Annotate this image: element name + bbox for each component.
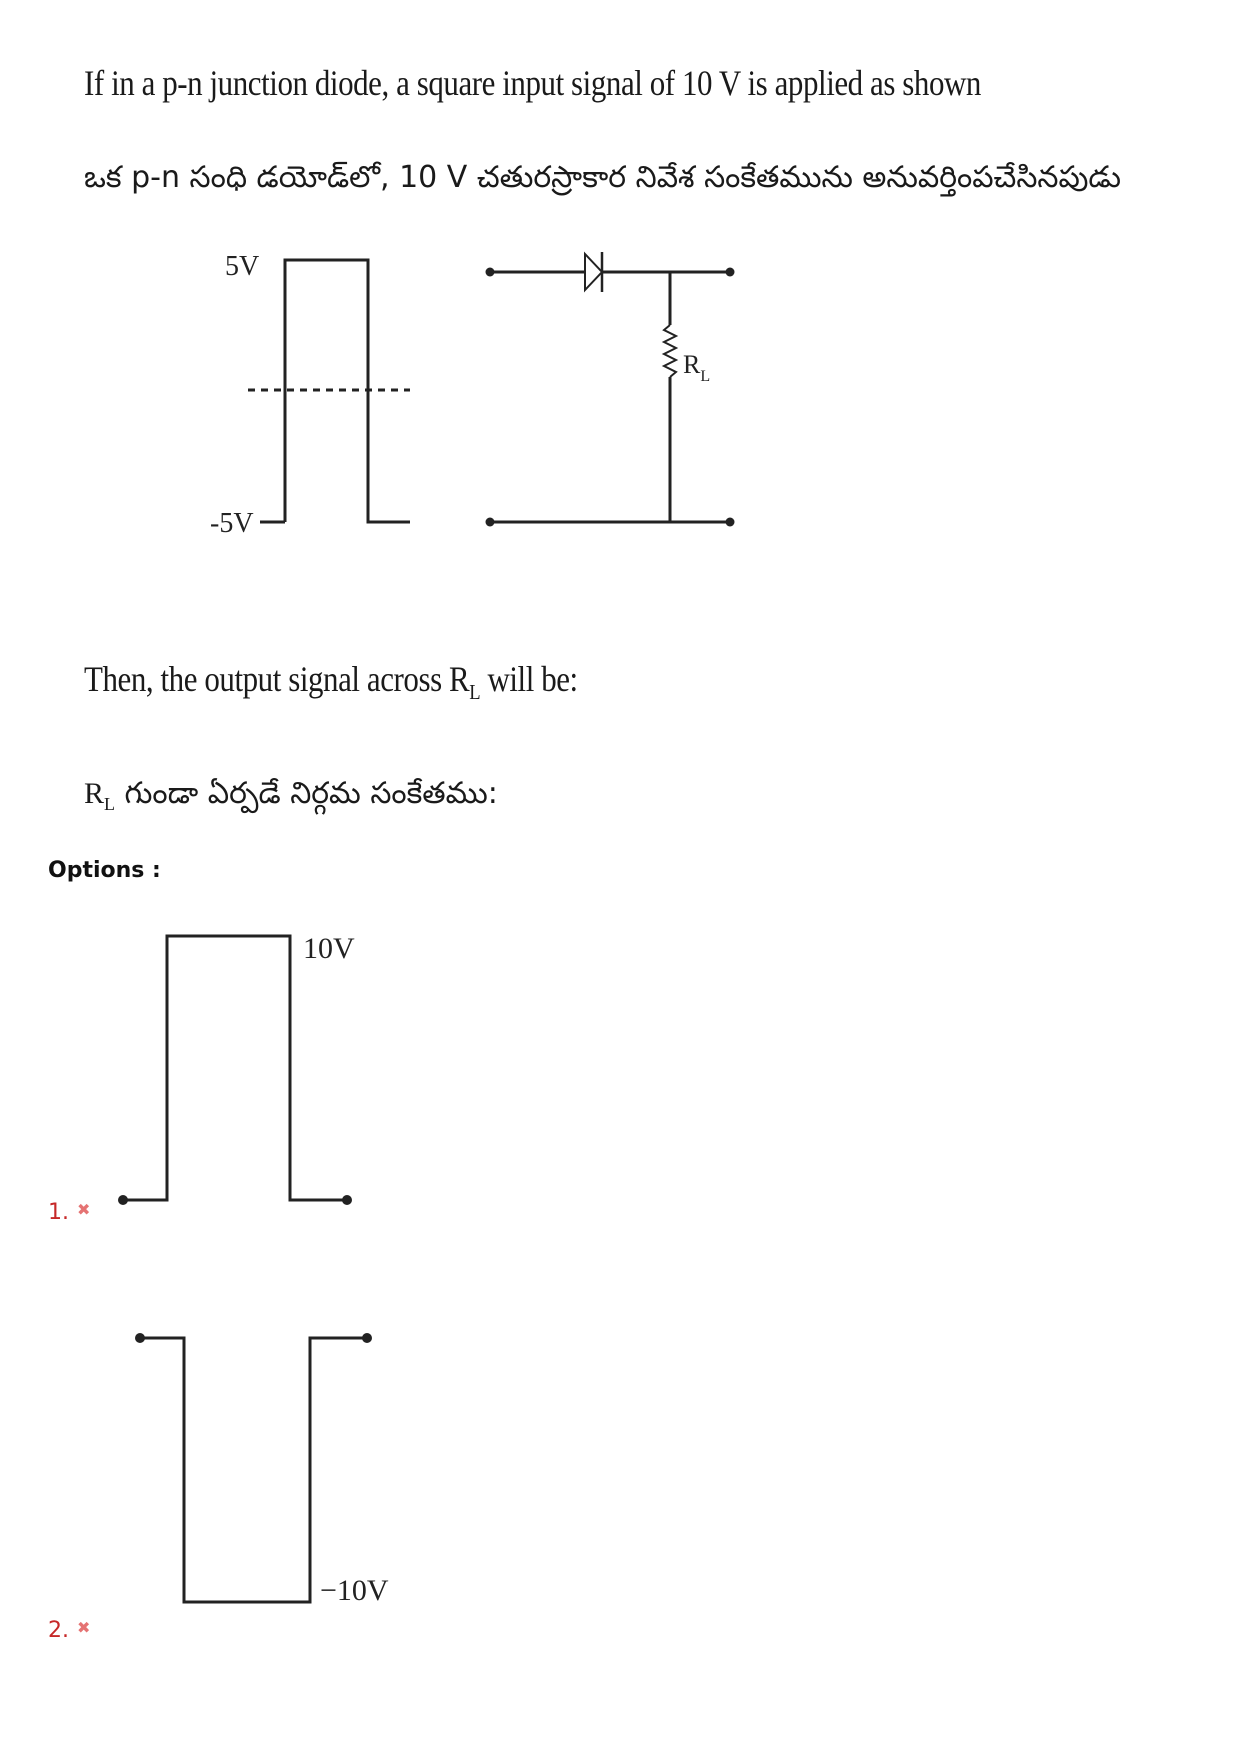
option-2-number[interactable]: 2. ✖ [48,1618,91,1643]
terminal-dot [726,518,735,527]
top-voltage-label: 5V [225,251,260,282]
options-heading: Options : [48,858,161,883]
terminal-dot [486,518,495,527]
option-2-figure[interactable] [100,1320,460,1640]
diode-icon [585,254,602,290]
bottom-voltage-label: -5V [210,508,254,539]
question-telugu-line2: $R_L$ గుండా ఏర్పడే నిర్గమ సంకేతము: [84,776,498,814]
question-english-line2: Then, the output signal across $R_L$ will be: [84,659,578,705]
cross-icon: ✖ [77,1200,91,1219]
resistor-icon [664,325,676,377]
question-english-line1: If in a p-n junction diode, a square input signal of 10 V is applied as shown [84,63,981,103]
terminal-dot [486,268,495,277]
input-square-wave [260,260,410,522]
terminal-dot [726,268,735,277]
option-1-level-label: 10V [303,932,355,965]
resistor-label: $R_L$ [683,350,711,385]
diode-circuit [490,252,730,522]
input-figure [0,230,1240,790]
cross-icon: ✖ [77,1618,91,1637]
option-1-figure[interactable] [100,920,460,1220]
option-1-number[interactable]: 1. ✖ [48,1200,91,1225]
option-2-level-label: −10V [320,1574,389,1607]
question-telugu-line1: ఒక p-n సంధి డయోడ్‌లో, 10 V చతురస్రాకార నివేశ సంకేతమును అనువర్తింపచేసినపుడు [84,160,1121,195]
